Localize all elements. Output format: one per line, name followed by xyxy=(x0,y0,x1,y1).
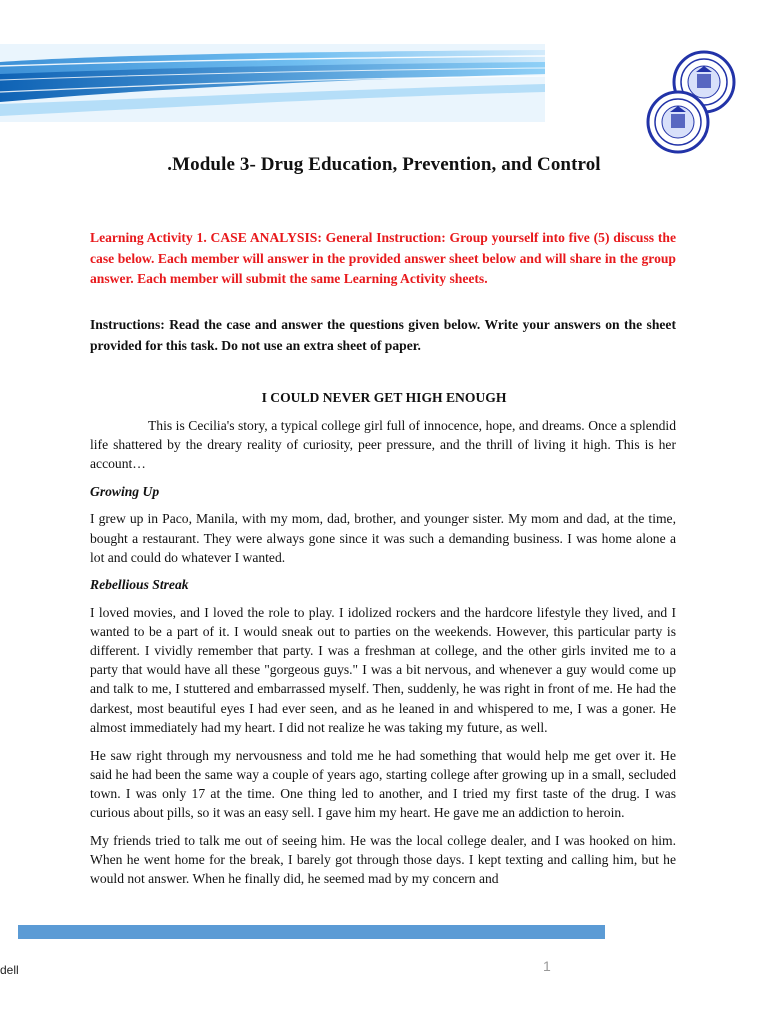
story-paragraph: I loved movies, and I loved the role to play. I idolized rockers and the hardcore lifestyle they lived, and I wanted to be a part of it. I would sneak out to parties on the weekends. However, this particular party is different. I vividly remember that party. I was a freshman at college, and the other girls invited me to a party that would have all these "gorgeous guys." I was a bit nervous, and whenever a guy would come up and talk to me, I stuttered and embarrassed myself. Then, suddenly, he was right in front of me. He had the darkest, most beautiful eyes I had ever seen, and as he leaned in and whispered to me, I was a goner. He almost immediately had my heart. I did not realize he was taking my future, as well. xyxy=(90,604,676,735)
footer-bar xyxy=(18,925,605,939)
module-title: .Module 3- Drug Education, Prevention, and Control xyxy=(167,154,601,175)
story-body xyxy=(90,416,676,897)
learning-activity-instruction: Learning Activity 1. CASE ANALYSIS: General Instruction: Group yourself into five (5) discuss the case below. Each member will answer in the provided answer sheet below and will share in the group answer. Each member will submit the same Learning Activity sheets. xyxy=(90,230,676,286)
section-heading-growing-up: Growing Up xyxy=(90,484,160,500)
header-swoosh-banner xyxy=(0,44,545,122)
footer-author-text: dell xyxy=(0,963,19,977)
task-instructions: Instructions: Read the case and answer the questions given below. Write your answers on the sheet provided for this task. Do not use an extra sheet of paper. xyxy=(90,317,676,353)
story-paragraph: My friends tried to talk me out of seeing him. He was the local college dealer, and I was hooked on him. When he went home for the break, I barely got through those days. I kept texting and calling him, but he would not answer. When he finally did, he seemed mad by my concern and xyxy=(90,832,676,887)
story-intro: This is Cecilia's story, a typical college girl full of innocence, hope, and dreams. Once a splendid life shattered by the dreary reality of curiosity, peer pressure, and the thrill of living it high. This is her account… xyxy=(90,418,676,472)
story-paragraph: I grew up in Paco, Manila, with my mom, dad, brother, and younger sister. My mom and dad, at the time, bought a restaurant. They were always gone since it was such a demanding business. I was home alone a lot and could do whatever I wanted. xyxy=(90,511,676,565)
page-number: 1 xyxy=(543,958,551,974)
story-title: I COULD NEVER GET HIGH ENOUGH xyxy=(261,390,507,405)
section-heading-rebellious-streak: Rebellious Streak xyxy=(90,577,189,593)
university-seal-icon xyxy=(646,50,746,160)
story-paragraph: He saw right through my nervousness and told me he had something that would help me get over it. He said he had been the same way a couple of years ago, starting college after growing up in a small, secluded town. I was only 17 at the time. One thing led to another, and I tried my first taste of the drug. I was curious about pills, so it was an easy sell. I gave him my heart. He gave me an addiction to heroin. xyxy=(90,747,676,821)
